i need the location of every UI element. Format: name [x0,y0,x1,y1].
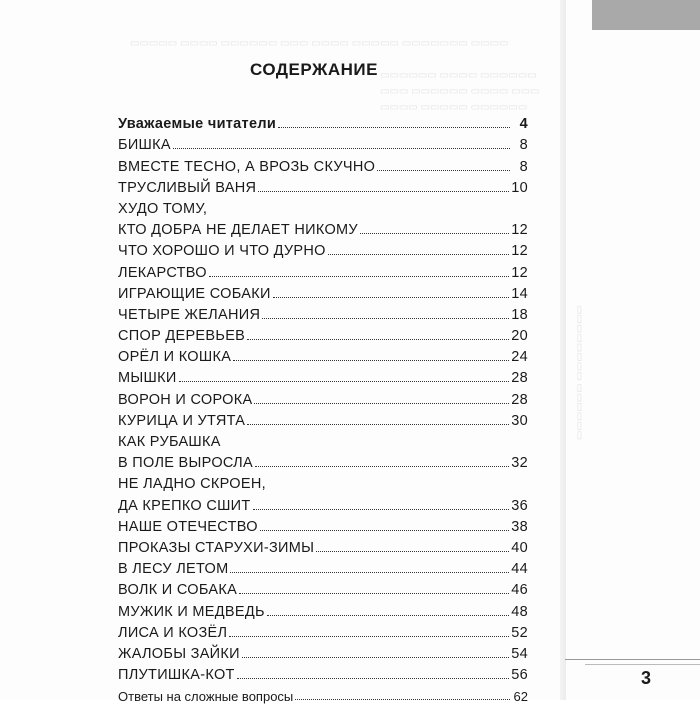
dot-leader [278,127,510,128]
toc-entry-page: 44 [511,561,528,578]
dot-leader [328,254,510,255]
page-title: СОДЕРЖАНИЕ [250,60,378,79]
dot-leader [262,318,509,319]
toc-entry-page: 12 [511,243,528,260]
toc-entry-page: 8 [519,137,528,154]
toc-entry-page: 12 [511,264,528,281]
toc-entry-title: ИГРАЮЩИЕ СОБАКИ [118,285,271,302]
dot-leader [239,593,509,594]
toc-entry[interactable] [118,662,528,683]
toc-entry[interactable] [118,196,528,238]
page-number: 3 [641,668,652,688]
toc-entry-title: ОРЁЛ И КОШКА [118,349,232,366]
dot-leader [247,339,509,340]
toc-entry-title: БИШКА [118,137,171,154]
toc-entry[interactable] [118,408,528,429]
dot-leader [247,424,509,425]
toc-entry[interactable] [118,323,528,344]
toc-entry[interactable] [118,620,528,641]
toc-entry-title: ВОРОН И СОРОКА [118,391,253,408]
dot-leader [316,551,509,552]
toc-entry[interactable] [118,111,528,132]
toc-entry[interactable] [118,153,528,174]
dot-leader [179,381,510,382]
dot-leader [255,466,509,467]
toc-entry[interactable] [118,429,528,471]
folio-rule [565,659,700,660]
toc-entry-page: 46 [511,582,528,599]
toc-entry-title-line: В ПОЛЕ ВЫРОСЛА [118,455,253,472]
bleed-through-texture: ▭▭▭▭ ▭▭▭▭▭ ▭▭▭▭▭▭ [380,102,528,113]
bleed-through-texture: ▭▭▭▭▭ ▭▭▭▭ ▭▭▭▭▭▭ ▭▭▭ ▭▭▭▭ ▭▭▭▭▭ ▭▭▭▭▭▭▭ ▭▭▭▭ [130,38,509,49]
toc-entry-title: ЛИСА И КОЗЁЛ [118,624,228,641]
dot-leader [360,233,509,234]
toc-entry-page: 20 [511,328,528,345]
toc-entry-page: 14 [511,285,528,302]
folio-rule [585,664,700,665]
toc-entry[interactable] [118,386,528,407]
toc-entry-title: КУРИЦА И УТЯТА [118,412,246,429]
toc-entry-page: 10 [511,179,528,196]
toc-entry-page: 32 [511,455,528,472]
toc-entry-title: ЧТО ХОРОШО И ЧТО ДУРНО [118,243,326,260]
toc-entry-title: МУЖИК И МЕДВЕДЬ [118,603,265,620]
dot-leader [209,276,509,277]
toc-entry[interactable] [118,577,528,598]
toc-entry[interactable] [118,598,528,619]
toc-entry-page: 24 [511,349,528,366]
dot-leader [230,572,509,573]
corner-tab [592,0,700,30]
table-of-contents [118,111,528,704]
toc-entry-title: ПЛУТИШКА-КОТ [118,667,235,684]
toc-entry[interactable] [118,281,528,302]
toc-entry-page: 36 [511,497,528,514]
toc-entry-page: 4 [519,116,528,133]
dot-leader [377,170,510,171]
dot-leader [242,657,509,658]
toc-entry-title-line: ХУДО ТОМУ, [118,200,208,217]
toc-entry-page: 38 [511,518,528,535]
toc-entry-page: 48 [511,603,528,620]
toc-entry[interactable] [118,132,528,153]
toc-entry[interactable] [118,259,528,280]
dot-leader [258,191,509,192]
toc-entry-page: 28 [511,370,528,387]
toc-entry-page: 8 [519,158,528,175]
bleed-through-texture: ▭▭▭▭▭▭ ▭▭▭▭ ▭▭▭▭▭▭ [380,70,537,81]
toc-entry-title-line: ДА КРЕПКО СШИТ [118,497,251,514]
toc-entry-page: 28 [511,391,528,408]
toc-entry[interactable] [118,238,528,259]
toc-entry-title: ЛЕКАРСТВО [118,264,207,281]
toc-entry-title: ВОЛК И СОБАКА [118,582,238,599]
toc-entry-page: 62 [513,689,528,704]
toc-entry-page: 18 [511,306,528,323]
dot-leader [253,509,510,510]
toc-entry-title-line: НЕ ЛАДНО СКРОЕН, [118,476,266,493]
toc-entry-title: СПОР ДЕРЕВЬЕВ [118,328,246,345]
dot-leader [173,148,510,149]
toc-entry-title: ПРОКАЗЫ СТАРУХИ-ЗИМЫ [118,539,315,556]
toc-entry-title: Уважаемые читатели [118,116,277,133]
toc-entry[interactable] [118,365,528,386]
bleed-through-texture: ▭▭▭ ▭▭▭▭▭▭ ▭▭▭▭ ▭▭▭ [380,86,540,97]
toc-entry[interactable] [118,471,528,513]
toc-entry[interactable] [118,535,528,556]
toc-entry-title: ВМЕСТЕ ТЕСНО, А ВРОЗЬ СКУЧНО [118,158,376,175]
dot-leader [233,360,509,361]
toc-entry-title: ЖАЛОБЫ ЗАЙКИ [118,645,240,662]
toc-entry-page: 30 [511,412,528,429]
toc-entry-page: 56 [511,667,528,684]
toc-entry[interactable] [118,641,528,662]
toc-entry[interactable] [118,344,528,365]
toc-entry-title: ТРУСЛИВЫЙ ВАНЯ [118,179,257,196]
toc-entry-title: НАШЕ ОТЕЧЕСТВО [118,518,258,535]
dot-leader [260,530,509,531]
dot-leader [254,403,509,404]
toc-entry[interactable] [118,302,528,323]
toc-entry[interactable] [118,556,528,577]
toc-entry-title: В ЛЕСУ ЛЕТОМ [118,561,229,578]
toc-entry[interactable] [118,175,528,196]
toc-entry-page: 12 [511,222,528,239]
toc-entry-title: ЧЕТЫРЕ ЖЕЛАНИЯ [118,306,261,323]
bleed-through-texture: ▭▭▭▭▭▭ ▭▭▭▭▭▭▭▭ [574,304,585,440]
dot-leader [267,615,509,616]
toc-entry-title: МЫШКИ [118,370,177,387]
toc-entry-page: 54 [511,645,528,662]
dot-leader [273,297,510,298]
toc-entry-title-line: КАК РУБАШКА [118,434,221,451]
toc-entry[interactable] [118,514,528,535]
dot-leader [229,636,509,637]
toc-entry-title: Ответы на сложные вопросы [118,689,294,704]
toc-entry-title-line: КТО ДОБРА НЕ ДЕЛАЕТ НИКОМУ [118,222,358,239]
page-shading [560,0,566,700]
toc-entry-page: 40 [511,539,528,556]
dot-leader [237,678,510,679]
toc-entry[interactable] [118,683,528,704]
toc-entry-page: 52 [511,624,528,641]
